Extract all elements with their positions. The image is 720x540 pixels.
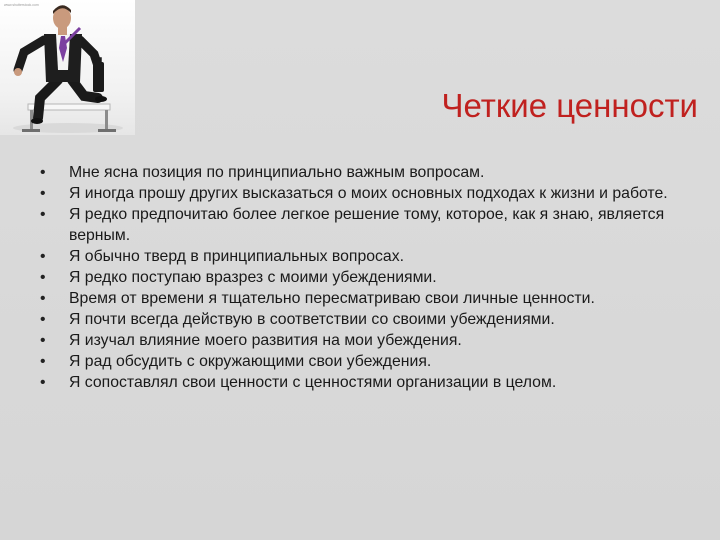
bullet-item: • Время от времени я тщательно пересматриваю свои личные ценности.: [36, 288, 696, 309]
businessman-jumping-hurdle-image: [0, 0, 135, 135]
bullet-item: • Я сопоставлял свои ценности с ценностями организации в целом.: [36, 372, 696, 393]
bullet-item: • Я обычно тверд в принципиальных вопросах.: [36, 246, 696, 267]
bullet-item: • Я изучал влияние моего развития на мои убеждения.: [36, 330, 696, 351]
bullet-item: • Мне ясна позиция по принципиально важным вопросам.: [36, 162, 696, 183]
bullet-item: • Я рад обсудить с окружающими свои убеждения.: [36, 351, 696, 372]
photo-watermark: www.shutterstock.com: [4, 3, 39, 7]
bullet-item: • Я иногда прошу других высказаться о моих основных подходах к жизни и работе.: [36, 183, 696, 204]
bullet-list: [36, 162, 696, 393]
bullet-item: • Я почти всегда действую в соответствии со своими убеждениями.: [36, 309, 696, 330]
slide-title: Четкие ценности: [441, 87, 698, 124]
businessman-hurdle-photo: [0, 0, 135, 135]
bullet-item: • Я редко поступаю вразрез с моими убеждениями.: [36, 267, 696, 288]
bullet-item: • Я редко предпочитаю более легкое решение тому, которое, как я знаю, является верным.: [36, 204, 696, 246]
